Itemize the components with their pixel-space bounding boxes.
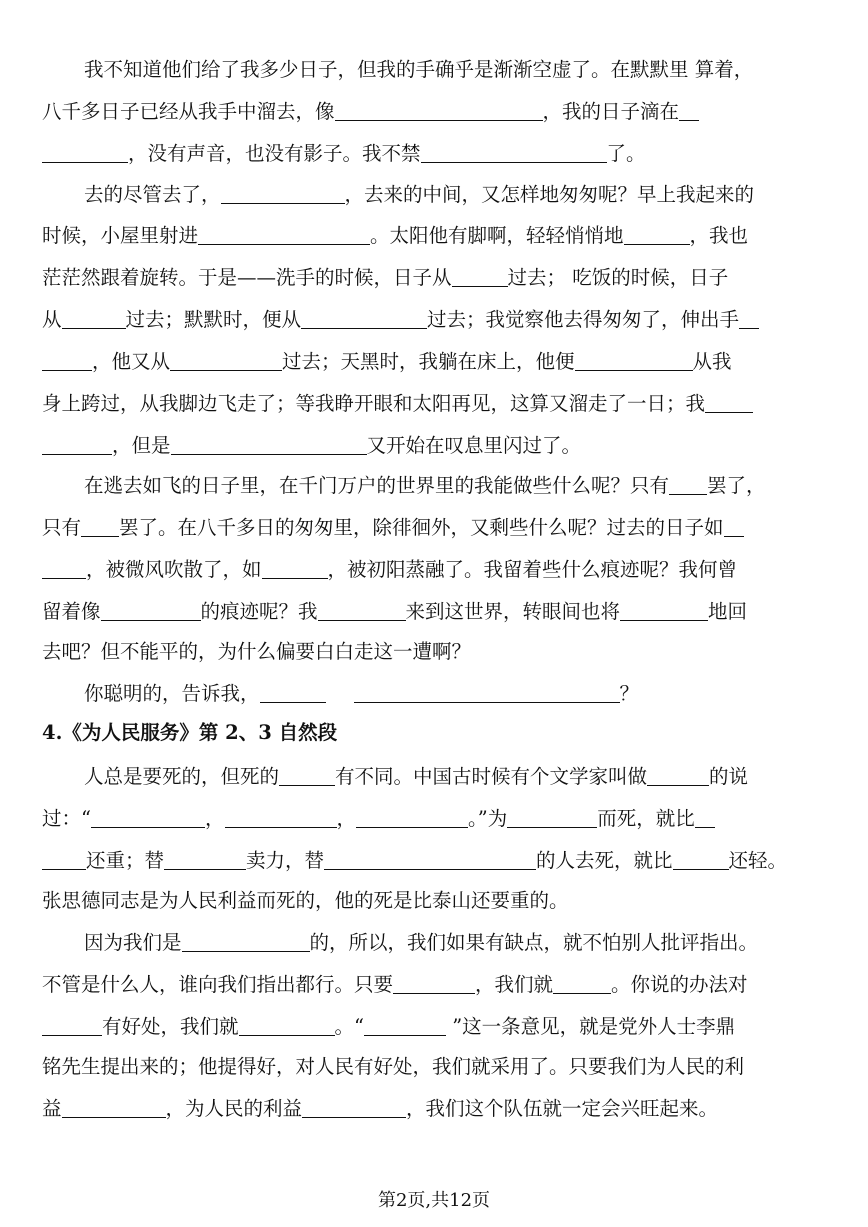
text: 过去；我觉察他去得匆匆了，伸出手 xyxy=(427,308,740,331)
text: ，被微风吹散了，如 xyxy=(86,558,262,581)
fill-blank[interactable] xyxy=(260,681,326,703)
fill-blank[interactable] xyxy=(335,99,543,121)
fill-blank[interactable] xyxy=(81,515,119,537)
text: 人总是要死的，但死的 xyxy=(84,765,280,788)
fill-blank[interactable] xyxy=(91,806,205,828)
fill-blank[interactable] xyxy=(170,349,282,371)
fill-blank[interactable] xyxy=(239,1014,335,1036)
text: 益 xyxy=(42,1097,62,1120)
fill-blank[interactable] xyxy=(225,806,337,828)
text: 。”为 xyxy=(468,807,508,830)
text: 在逃去如飞的日子里，在千门万户的世界里的我能做些什么呢？只有 xyxy=(84,474,670,497)
text: 罢了， xyxy=(707,474,766,497)
fill-blank[interactable] xyxy=(42,848,86,870)
fill-blank[interactable] xyxy=(101,599,201,621)
text: 罢了。在八千多日的匆匆里，除徘徊外，又剩些什么呢？过去的日子如 xyxy=(119,516,724,539)
text-line xyxy=(42,97,842,127)
text-line xyxy=(42,597,842,627)
text: ，去来的中间，又怎样地匆匆呢？早上我起来的 xyxy=(344,183,755,206)
text: 时候，小屋里射进 xyxy=(42,224,199,247)
fill-blank[interactable] xyxy=(507,806,597,828)
text: 。你说的办法对 xyxy=(611,973,748,996)
fill-blank[interactable] xyxy=(42,349,92,371)
text: 的人去死，就比 xyxy=(536,849,673,872)
text: 。“ xyxy=(334,1015,364,1038)
text: 从我 xyxy=(692,350,732,373)
text-line xyxy=(42,347,842,377)
text: 留着像 xyxy=(42,600,101,623)
fill-blank[interactable] xyxy=(620,599,708,621)
text: 去吧？但不能平的，为什么偏要白白走这一遭啊？ xyxy=(42,640,472,663)
text-line xyxy=(42,679,842,709)
text: 从 xyxy=(42,308,62,331)
text: 身上跨过，从我脚边飞走了；等我睁开眼和太阳再见，这算又溜走了一日；我 xyxy=(42,392,706,415)
text-line xyxy=(42,555,842,585)
text-line xyxy=(42,762,842,792)
text: ，为人民的利益 xyxy=(165,1097,303,1120)
text: ，被初阳蒸融了。我留着些什么痕迹呢？我何曾 xyxy=(327,558,738,581)
text: 来到这世界，转眼间也将 xyxy=(405,600,621,623)
fill-blank[interactable] xyxy=(647,764,709,786)
text: 而死，就比 xyxy=(597,807,695,830)
text-line xyxy=(42,139,842,169)
section-heading xyxy=(42,718,842,748)
text: 地回 xyxy=(708,600,748,623)
fill-blank[interactable] xyxy=(679,99,699,121)
text: 有不同。中国古时候有个文学家叫做 xyxy=(335,765,648,788)
text: ， xyxy=(204,807,225,830)
text: 我不知道他们给了我多少日子，但我的手确乎是渐渐空虚了。在默默里 算着， xyxy=(84,58,754,81)
fill-blank[interactable] xyxy=(421,141,607,163)
text-line xyxy=(42,431,842,461)
fill-blank[interactable] xyxy=(302,1096,406,1118)
fill-blank[interactable] xyxy=(198,223,370,245)
text: ，但是 xyxy=(112,434,171,457)
fill-blank[interactable] xyxy=(695,806,715,828)
text: ，他又从 xyxy=(92,350,171,373)
text-line xyxy=(42,513,842,543)
fill-blank[interactable] xyxy=(62,1096,166,1118)
text: 只有 xyxy=(42,516,82,539)
fill-blank[interactable] xyxy=(221,182,345,204)
fill-blank[interactable] xyxy=(262,557,328,579)
text: 了。 xyxy=(606,142,646,165)
fill-blank[interactable] xyxy=(673,848,729,870)
text-line xyxy=(42,263,842,293)
text-line xyxy=(42,471,842,501)
fill-blank[interactable] xyxy=(301,307,427,329)
fill-blank[interactable] xyxy=(393,972,475,994)
fill-blank[interactable] xyxy=(739,307,759,329)
text-line xyxy=(42,970,842,1000)
fill-blank[interactable] xyxy=(724,515,744,537)
fill-blank[interactable] xyxy=(624,223,690,245)
fill-blank[interactable] xyxy=(705,391,753,413)
text: 铭先生提出来的；他提得好，对人民有好处，我们就采用了。只要我们为人民的利 xyxy=(42,1055,745,1078)
page-number: 第2页,共12页 xyxy=(377,1190,491,1211)
fill-blank[interactable] xyxy=(318,599,406,621)
text-line xyxy=(42,389,842,419)
text: 因为我们是 xyxy=(84,931,182,954)
text: 还重；替 xyxy=(86,849,165,872)
text: ，我们就 xyxy=(475,973,554,996)
text: 的说 xyxy=(709,765,749,788)
text-line xyxy=(42,928,842,958)
text: 张思德同志是为人民利益而死的，他的死是比泰山还要重的。 xyxy=(42,889,569,912)
text-line xyxy=(42,846,842,876)
fill-blank[interactable] xyxy=(62,307,126,329)
fill-blank[interactable] xyxy=(364,1014,446,1036)
page-footer xyxy=(0,1189,868,1213)
text: ，没有声音，也没有影子。我不禁 xyxy=(128,142,421,165)
fill-blank[interactable] xyxy=(452,265,508,287)
fill-blank[interactable] xyxy=(553,972,611,994)
text: 有好处，我们就 xyxy=(102,1015,239,1038)
text: 卖力，替 xyxy=(246,849,325,872)
fill-blank[interactable] xyxy=(669,473,707,495)
text: 。太阳他有脚啊，轻轻悄悄地 xyxy=(370,224,624,247)
text-line xyxy=(42,221,842,251)
text: 过去；默默时，便从 xyxy=(125,308,302,331)
heading-text: 4.《为人民服务》第 2、3 自然段 xyxy=(42,721,338,744)
text-line xyxy=(42,305,842,335)
text: 又开始在叹息里闪过了。 xyxy=(366,434,582,457)
text-line xyxy=(42,1052,842,1082)
fill-blank[interactable] xyxy=(356,806,468,828)
fill-blank[interactable] xyxy=(182,930,310,952)
text: 去的尽管去了， xyxy=(84,183,221,206)
fill-blank[interactable] xyxy=(575,349,693,371)
fill-blank[interactable] xyxy=(164,848,246,870)
fill-blank[interactable] xyxy=(324,848,536,870)
text: 的痕迹呢？我 xyxy=(200,600,318,623)
fill-blank[interactable] xyxy=(42,1014,102,1036)
fill-blank[interactable] xyxy=(42,433,112,455)
text-line xyxy=(42,1094,842,1124)
text: ？ xyxy=(619,682,640,705)
fill-blank[interactable] xyxy=(354,681,620,703)
text-line xyxy=(42,804,842,834)
text: 还轻。 xyxy=(728,849,788,872)
fill-blank[interactable] xyxy=(42,141,128,163)
text: 你聪明的，告诉我， xyxy=(84,682,260,705)
fill-blank[interactable] xyxy=(279,764,335,786)
text: ，我们这个队伍就一定会兴旺起来。 xyxy=(406,1097,719,1120)
text: ，我也 xyxy=(689,224,749,247)
text: 茫茫然跟着旋转。于是——洗手的时候，日子从 xyxy=(42,266,452,289)
fill-blank[interactable] xyxy=(171,433,367,455)
text: 过去； 吃饭的时候，日子 xyxy=(507,266,729,289)
text: ， xyxy=(336,807,357,830)
text: 过：“ xyxy=(42,807,91,830)
text-line xyxy=(42,637,842,667)
text-line xyxy=(42,1012,842,1042)
text: 过去；天黑时，我躺在床上，他便 xyxy=(282,350,575,373)
text: 八千多日子已经从我手中溜去，像 xyxy=(42,100,335,123)
text: 不管是什么人，谁向我们指出都行。只要 xyxy=(42,973,394,996)
text: ，我的日子滴在 xyxy=(542,100,680,123)
text-line xyxy=(42,55,842,85)
text-line xyxy=(42,886,842,916)
text: ”这一条意见，就是党外人士李鼎 xyxy=(446,1015,736,1038)
text-line xyxy=(42,180,842,210)
fill-blank[interactable] xyxy=(42,557,86,579)
text: 的，所以，我们如果有缺点，就不怕别人批评指出。 xyxy=(309,931,759,954)
